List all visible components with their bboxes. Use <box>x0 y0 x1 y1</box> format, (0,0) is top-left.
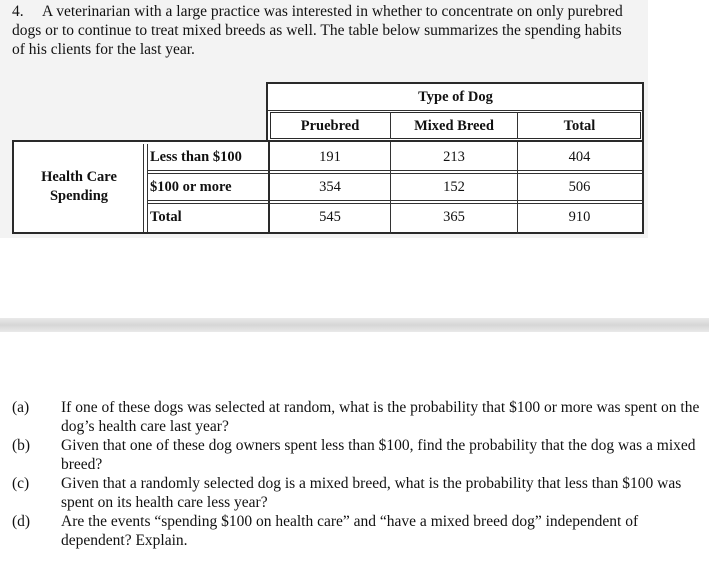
group-header: Type of Dog <box>418 89 493 105</box>
table-cell: 213 <box>443 149 465 165</box>
problem-text: A veterinarian with a large practice was interested in whether to concentrate on only purebred dogs or to continue to treat mixed breeds as well. The table below summarizes the spending habits of his clients for the last year. <box>12 3 623 58</box>
col-header-total: Total <box>563 118 596 134</box>
row-group-label-line1: Health Care <box>41 169 117 185</box>
table-cell: 910 <box>568 209 591 225</box>
question-text: Given that a randomly selected dog is a mixed breed, what is the probability that less than $100 was spent on its health care less year? <box>61 475 682 511</box>
question-text: Given that one of these dog owners spent less than $100, find the probability that the dog was a mixed breed? <box>61 437 696 473</box>
table-cell: 354 <box>319 179 341 195</box>
row-divider <box>147 200 642 201</box>
col-header-purebred: Pruebred <box>300 118 360 134</box>
table-cell: 191 <box>319 149 341 165</box>
question-c <box>12 474 702 512</box>
table-cell: 152 <box>443 179 465 195</box>
question-text: Are the events “spending $100 on health care” and “have a mixed breed dog” independent of dependent? Explain. <box>61 513 639 549</box>
two-way-table <box>0 78 648 238</box>
row-divider <box>147 170 642 171</box>
question-label: (b) <box>12 437 31 454</box>
col-header-mixed-breed: Mixed Breed <box>414 118 494 134</box>
table-cell: 404 <box>568 149 591 165</box>
question-b <box>12 436 702 474</box>
row-label-divider <box>147 144 148 232</box>
row-label-100-or-more: $100 or more <box>150 179 232 195</box>
question-label: (a) <box>12 399 30 416</box>
problem-statement <box>12 2 632 59</box>
table-cell: 506 <box>568 179 591 195</box>
question-list <box>12 398 702 550</box>
problem-number: 4. <box>12 3 24 20</box>
row-group-label-line2: Spending <box>49 188 109 204</box>
row-label-total: Total <box>150 209 182 225</box>
question-a <box>12 398 702 436</box>
row-label-divider <box>143 144 144 232</box>
question-label: (c) <box>12 475 30 492</box>
question-label: (d) <box>12 513 31 530</box>
row-divider <box>147 203 642 204</box>
row-label-less-than-100: Less than $100 <box>150 149 242 165</box>
row-group-label <box>16 168 142 206</box>
page-divider <box>0 318 709 332</box>
row-divider <box>147 173 642 174</box>
question-text: If one of these dogs was selected at random, what is the probability that $100 or more was spent on the dog’s health care last year? <box>61 399 700 435</box>
question-d <box>12 512 702 550</box>
table-cell: 545 <box>319 209 341 225</box>
header-divider <box>268 110 642 111</box>
table-cell: 365 <box>443 209 465 225</box>
